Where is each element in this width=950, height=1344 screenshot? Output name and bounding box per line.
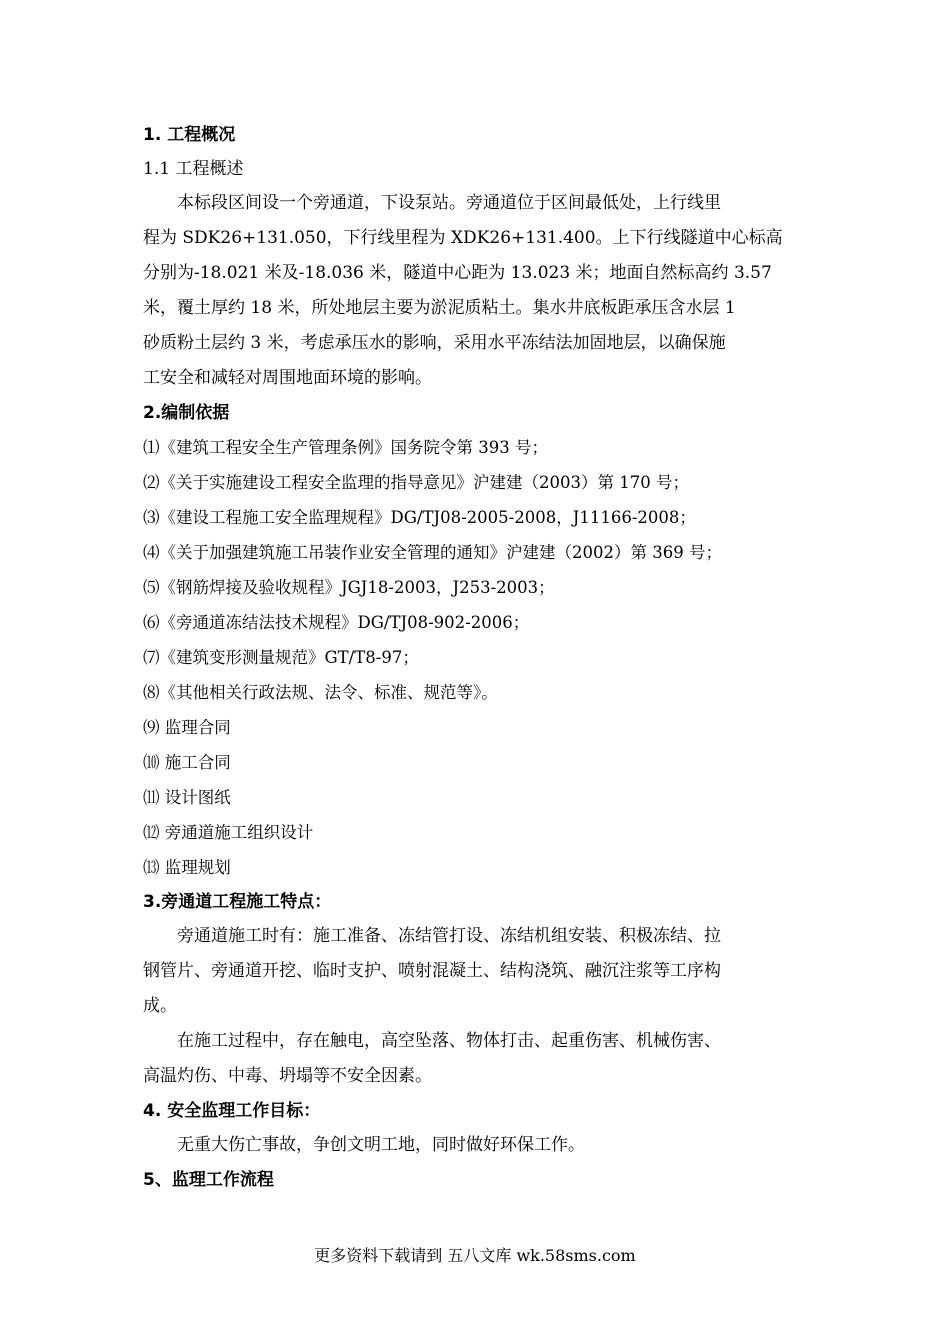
section-3-paragraph-2 (143, 1024, 807, 1094)
section-1-heading: 1. 工程概况 (143, 125, 236, 145)
reference-item: ⒀ 监理规划 (143, 858, 231, 877)
document-body (143, 118, 807, 1197)
section-1-paragraph (143, 186, 807, 396)
reference-item: ⑼ 监理合同 (143, 718, 231, 737)
paragraph-line: 旁通道施工时有：施工准备、冻结管打设、冻结机组安装、积极冻结、拉 (177, 926, 721, 946)
paragraph-line: 分别为-18.021 米及-18.036 米，隧道中心距为 13.023 米；地面自然标高约 3.57 (143, 263, 772, 283)
paragraph-line: 成。 (143, 996, 177, 1016)
section-4-heading: 4. 安全监理工作目标： (143, 1101, 321, 1121)
page-footer: 更多资料下载请到 五八文库 wk.58sms.com (314, 1246, 636, 1265)
paragraph-line: 钢管片、旁通道开挖、临时支护、喷射混凝土、结构浇筑、融沉注浆等工序构 (143, 961, 721, 981)
reference-item: ⑹《旁通道冻结法技术规程》DG/TJ08-902-2006； (143, 613, 530, 632)
paragraph-line: 本标段区间设一个旁通道，下设泵站。旁通道位于区间最低处，上行线里 (177, 193, 721, 213)
section-5-heading: 5、监理工作流程 (143, 1170, 274, 1190)
paragraph-line: 高温灼伤、中毒、坍塌等不安全因素。 (143, 1066, 432, 1086)
section-2-heading: 2.编制依据 (143, 403, 230, 423)
reference-item: ⑷《关于加强建筑施工吊装作业安全管理的通知》沪建建（2002）第 369 号； (143, 543, 722, 562)
reference-item: ⑾ 设计图纸 (143, 788, 231, 807)
reference-item: ⑴《建筑工程安全生产管理条例》国务院令第 393 号； (143, 438, 548, 457)
paragraph-line: 砂质粉土层约 3 米，考虑承压水的影响，采用水平冻结法加固地层，以确保施 (143, 333, 726, 353)
paragraph-line: 程为 SDK26+131.050，下行线里程为 XDK26+131.400。上下行线隧道中心标高 (143, 228, 783, 248)
section-3-paragraph-1 (143, 919, 807, 1024)
reference-item: ⑿ 旁通道施工组织设计 (143, 823, 314, 842)
paragraph-line: 无重大伤亡事故，争创文明工地，同时做好环保工作。 (177, 1135, 585, 1155)
section-4-paragraph (143, 1128, 807, 1163)
paragraph-line: 在施工过程中，存在触电，高空坠落、物体打击、起重伤害、机械伤害、 (177, 1031, 721, 1051)
section-1-1-subheading: 1.1 工程概述 (143, 159, 244, 179)
paragraph-line: 米，覆土厚约 18 米，所处地层主要为淤泥质粘土。集水井底板距承压含水层 1 (143, 298, 736, 318)
reference-item: ⑵《关于实施建设工程安全监理的指导意见》沪建建（2003）第 170 号； (143, 473, 689, 492)
reference-list (143, 430, 807, 885)
reference-item: ⑶《建设工程施工安全监理规程》DG/TJ08-2005-2008，J11166-2008； (143, 508, 696, 527)
reference-item: ⑽ 施工合同 (143, 753, 231, 772)
reference-item: ⑻《其他相关行政法规、法令、标准、规范等》。 (143, 683, 498, 702)
reference-item: ⑺《建筑变形测量规范》GT/T8-97； (143, 648, 419, 667)
section-3-heading: 3.旁通道工程施工特点： (143, 892, 332, 912)
paragraph-line: 工安全和减轻对周围地面环境的影响。 (143, 368, 432, 388)
reference-item: ⑸《钢筋焊接及验收规程》JGJ18-2003，J253-2003； (143, 578, 555, 597)
